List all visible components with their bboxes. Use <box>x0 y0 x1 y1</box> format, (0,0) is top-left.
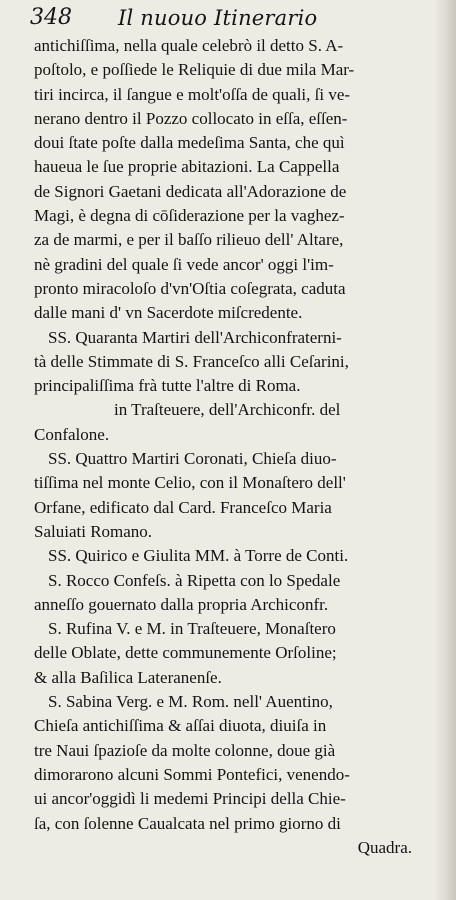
text-line: delle Oblate, dette communemente Orſoline; <box>34 643 337 663</box>
text-line: principaliſſima frà tutte l'altre di Roma. <box>34 376 301 396</box>
text-line: tiſſima nel monte Celio, con il Monaſtero dell' <box>34 473 346 493</box>
entry-first-line: SS. Quattro Martiri Coronati, Chieſa diuo- <box>48 449 337 469</box>
entry-first-line: S. Sabina Verg. e M. Rom. nell' Auentino, <box>48 692 333 712</box>
text-line: tà delle Stimmate di S. Franceſco alli Ceſarini, <box>34 351 349 371</box>
page-header <box>30 4 410 32</box>
text-line: dalle mani d' vn Sacerdote miſcredente. <box>34 303 303 323</box>
text-line: ui ancor'oggidì li medemi Principi della Chie- <box>34 789 346 809</box>
text-line: haueua le ſue proprie abitazioni. La Cappella <box>34 157 340 177</box>
text-line: anneſſo gouernato dalla propria Archiconfr. <box>34 594 329 614</box>
page-number: 348 <box>30 5 72 30</box>
text-line: nè gradini del quale ſi vede ancor' oggi l'im- <box>34 254 334 274</box>
text-line: Chieſa antichiſſima & aſſai diuota, diuiſa in <box>34 716 327 736</box>
text-line: nerano dentro il Pozzo collocato in eſſa, eſſen- <box>34 108 348 128</box>
text-line: dimorarono alcuni Sommi Pontefici, venendo- <box>34 764 350 784</box>
text-line: ſa, con ſolenne Caualcata nel primo giorno di <box>34 813 341 833</box>
text-line: Orfane, edificato dal Card. Franceſco Maria <box>34 497 332 517</box>
text-line: Magi, è degna di cōſiderazione per la vaghez- <box>34 206 345 226</box>
entry-first-line: S. Rufina V. e M. in Traſteuere, Monaſtero <box>48 619 336 639</box>
text-line: tre Naui ſpazioſe da molte colonne, doue già <box>34 740 336 760</box>
text-line: poſtolo, e poſſiede le Reliquie di due mila Mar- <box>34 60 355 80</box>
text-line: de Signori Gaetani dedicata all'Adorazione de <box>34 181 347 201</box>
text-line: antichiſſima, nella quale celebrò il detto S. A- <box>34 36 344 55</box>
entry-first-line: SS. Quirico e Giulita MM. à Torre de Conti. <box>48 546 349 566</box>
entry-continuation-line: in Traſteuere, dell'Archiconfr. del <box>114 400 341 420</box>
text-line: doui ſtate poſte dalla medeſima Santa, che quì <box>34 133 345 153</box>
catchword: Quadra. <box>357 837 412 857</box>
entry-first-line: SS. Quaranta Martiri dell'Archiconfraterni- <box>48 327 342 347</box>
running-title: Il nuouo Itinerario <box>118 6 318 30</box>
text-line: za de marmi, e per il baſſo rilieuo dell' Altare, <box>34 230 344 250</box>
text-line: Saluiati Romano. <box>34 521 153 541</box>
page-body-text <box>34 34 412 860</box>
text-line: pronto miracoloſo d'vn'Oſtia coſegrata, caduta <box>34 278 346 298</box>
entry-first-line: S. Rocco Confeſs. à Ripetta con lo Spedale <box>48 570 341 590</box>
text-line: Confalone. <box>34 424 110 444</box>
text-line: tiri incirca, il ſangue e molt'oſſa de quali, ſi ve- <box>34 84 351 104</box>
text-line: & alla Baſilica Lateranenſe. <box>34 667 222 687</box>
page-gutter-shadow <box>434 0 456 900</box>
